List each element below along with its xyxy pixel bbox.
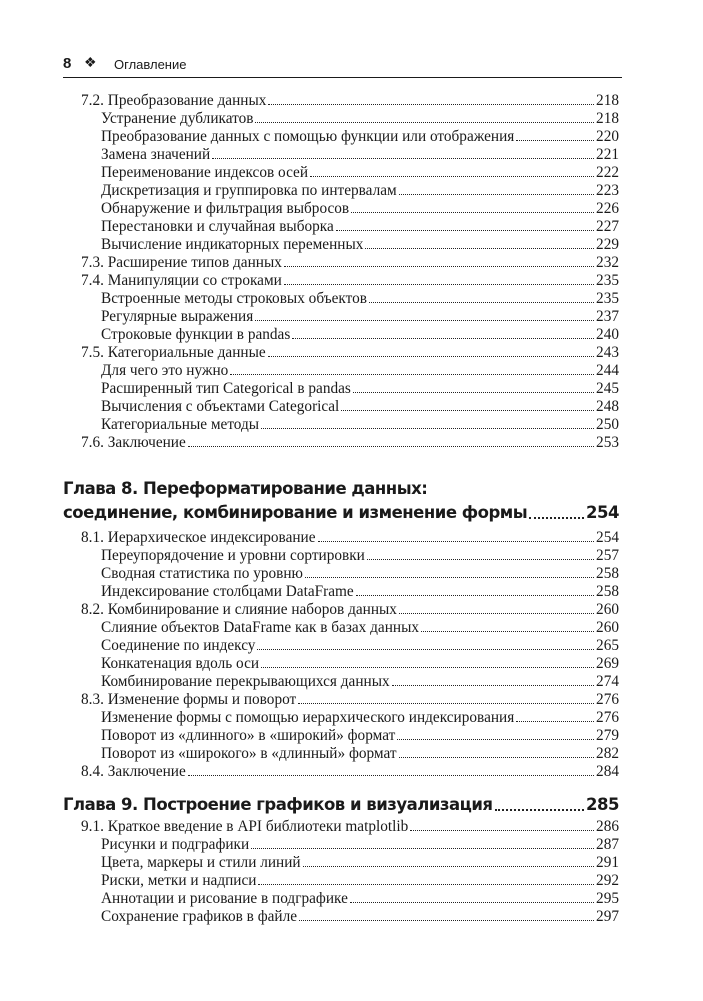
page-number: 8 (63, 55, 72, 72)
chapter-page: 254 (586, 503, 619, 522)
toc-entry-subsection[interactable]: Замена значений 221 (101, 146, 619, 163)
toc-entry-subsection[interactable]: Поворот из «длинного» в «широкий» формат 279 (101, 727, 619, 744)
toc-entry-subsection[interactable]: Устранение дубликатов 218 (101, 110, 619, 127)
chapter-title-line1: Глава 8. Переформатирование данных: (63, 479, 428, 498)
dot-leader (341, 397, 594, 411)
toc-entry-subsection[interactable]: Рисунки и подграфики 287 (101, 836, 619, 853)
toc-entry-section[interactable]: 9.1. Краткое введение в API библиотеки matplotlib 286 (81, 818, 619, 835)
toc-entry-subsection[interactable]: Комбинирование перекрывающихся данных 274 (101, 673, 619, 690)
toc-entry-section[interactable]: 8.1. Иерархическое индексирование 254 (81, 529, 619, 546)
toc-entry-subsection[interactable]: Слияние объектов DataFrame как в базах данных 260 (101, 619, 619, 636)
dot-leader (298, 690, 594, 704)
dot-leader (421, 618, 594, 632)
dot-leader (292, 325, 594, 339)
dot-leader (257, 636, 594, 650)
dot-leader (495, 794, 585, 811)
ornament-icon: ❖ (84, 54, 97, 70)
toc-entry-subsection[interactable]: Индексирование столбцами DataFrame 258 (101, 583, 619, 600)
toc-entry-subsection[interactable]: Аннотации и рисование в подграфике 295 (101, 890, 619, 907)
dot-leader (261, 654, 594, 668)
toc-entry-subsection[interactable]: Дискретизация и группировка по интервалам 223 (101, 182, 619, 199)
dot-leader (284, 271, 594, 285)
dot-leader (303, 853, 594, 867)
dot-leader (188, 762, 594, 776)
dot-leader (268, 343, 594, 357)
dot-leader (255, 307, 594, 321)
toc-entry-subsection[interactable]: Строковые функции в pandas 240 (101, 326, 619, 343)
toc-entry-subsection[interactable]: Сохранение графиков в файле 297 (101, 908, 619, 925)
toc-entry-section[interactable]: 7.2. Преобразование данных 218 (81, 92, 619, 109)
chapter-heading[interactable] (63, 478, 619, 526)
dot-leader (399, 600, 594, 614)
chapter-title: Глава 9. Построение графиков и визуализация (63, 795, 493, 814)
toc-entry-section[interactable]: 8.4. Заключение 284 (81, 763, 619, 780)
dot-leader (350, 889, 594, 903)
dot-leader (284, 253, 594, 267)
toc-entry-section[interactable]: 7.5. Категориальные данные 243 (81, 344, 619, 361)
toc-entry-subsection[interactable]: Соединение по индексу 265 (101, 637, 619, 654)
dot-leader (255, 109, 594, 123)
chapter-page: 285 (586, 795, 619, 814)
toc-entry-subsection[interactable]: Риски, метки и надписи 292 (101, 872, 619, 889)
dot-leader (230, 361, 594, 375)
dot-leader (318, 528, 595, 542)
dot-leader (336, 217, 594, 231)
dot-leader (399, 181, 594, 195)
toc-entry-subsection[interactable]: Обнаружение и фильтрация выбросов 226 (101, 200, 619, 217)
dot-leader (310, 163, 594, 177)
toc-entry-subsection[interactable]: Изменение формы с помощью иерархического индексирования 276 (101, 709, 619, 726)
toc-entry-section[interactable]: 7.4. Манипуляции со строками 235 (81, 272, 619, 289)
toc-entry-subsection[interactable]: Перестановки и случайная выборка 227 (101, 218, 619, 235)
dot-leader (365, 235, 594, 249)
dot-leader (258, 871, 594, 885)
dot-leader (410, 817, 594, 831)
toc-entry-subsection[interactable]: Переупорядочение и уровни сортировки 257 (101, 547, 619, 564)
toc-entry-subsection[interactable]: Расширенный тип Categorical в pandas 245 (101, 380, 619, 397)
dot-leader (529, 502, 584, 519)
toc-entry-subsection[interactable]: Сводная статистика по уровню 258 (101, 565, 619, 582)
toc-entry-subsection[interactable]: Вычисления с объектами Categorical 248 (101, 398, 619, 415)
dot-leader (356, 582, 594, 596)
dot-leader (351, 199, 594, 213)
dot-leader (367, 546, 594, 560)
toc-entry-subsection[interactable]: Переименование индексов осей 222 (101, 164, 619, 181)
toc-entry-subsection[interactable]: Конкатенация вдоль оси 269 (101, 655, 619, 672)
toc-entry-section[interactable]: 7.6. Заключение 253 (81, 434, 619, 451)
chapter-title-line2: соединение, комбинирование и изменение формы (63, 503, 528, 522)
dot-leader (392, 672, 594, 686)
dot-leader (399, 744, 594, 758)
toc-entry-section[interactable]: 8.2. Комбинирование и слияние наборов данных 260 (81, 601, 619, 618)
dot-leader (369, 289, 594, 303)
dot-leader (516, 127, 594, 141)
toc-entry-subsection[interactable]: Для чего это нужно 244 (101, 362, 619, 379)
toc-entry-section[interactable]: 7.3. Расширение типов данных 232 (81, 254, 619, 271)
dot-leader (261, 415, 594, 429)
dot-leader (516, 708, 594, 722)
chapter-heading[interactable] (63, 794, 619, 818)
dot-leader (188, 433, 594, 447)
toc-entry-subsection[interactable]: Поворот из «широкого» в «длинный» формат 282 (101, 745, 619, 762)
toc-entry-subsection[interactable]: Категориальные методы 250 (101, 416, 619, 433)
dot-leader (212, 145, 594, 159)
toc-entry-subsection[interactable]: Преобразование данных с помощью функции или отображения 220 (101, 128, 619, 145)
dot-leader (397, 726, 594, 740)
dot-leader (268, 91, 594, 105)
dot-leader (353, 379, 594, 393)
running-header (63, 55, 622, 78)
dot-leader (251, 835, 594, 849)
toc-entry-subsection[interactable]: Регулярные выражения 237 (101, 308, 619, 325)
toc-entry-subsection[interactable]: Вычисление индикаторных переменных 229 (101, 236, 619, 253)
toc-entry-section[interactable]: 8.3. Изменение формы и поворот 276 (81, 691, 619, 708)
dot-leader (305, 564, 594, 578)
running-title: Оглавление (114, 57, 187, 72)
toc-entry-subsection[interactable]: Цвета, маркеры и стили линий 291 (101, 854, 619, 871)
toc-entry-subsection[interactable]: Встроенные методы строковых объектов 235 (101, 290, 619, 307)
dot-leader (299, 907, 594, 921)
